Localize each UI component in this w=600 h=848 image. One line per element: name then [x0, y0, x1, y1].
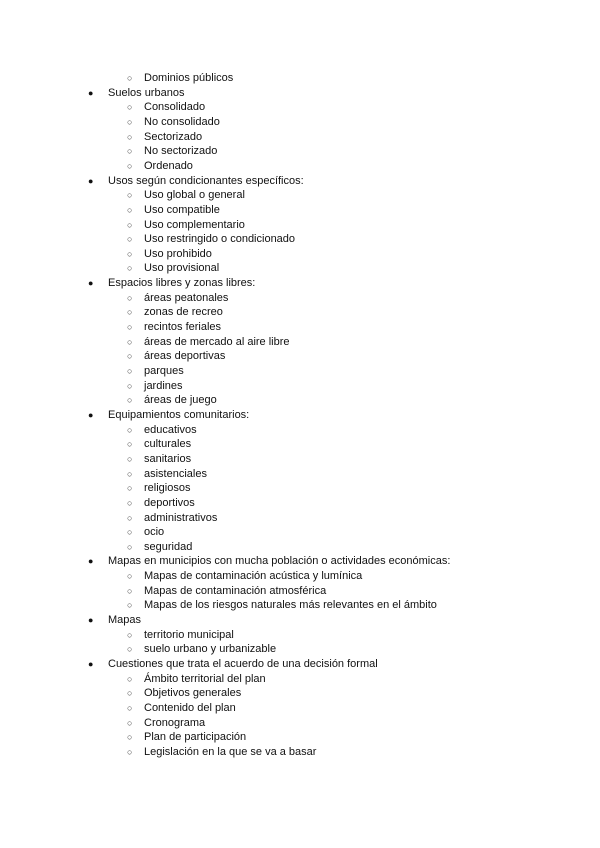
sub-bullet-icon: ○ [127, 746, 133, 757]
list-item-text: Uso restringido o condicionado [144, 233, 296, 246]
sub-bullet-icon: ○ [127, 322, 133, 333]
sub-bullet-icon: ○ [127, 629, 133, 640]
sub-bullet-icon: ○ [127, 204, 133, 215]
sub-bullet-icon: ○ [127, 102, 133, 113]
bullet-icon: ● [88, 659, 94, 669]
sub-bullet-icon: ○ [127, 234, 133, 245]
list-item-text: Uso complementario [144, 218, 245, 231]
sub-bullet-icon: ○ [127, 131, 133, 142]
section-title: Mapas en municipios con mucha población o actividades económicas: [108, 555, 451, 568]
sub-bullet-icon: ○ [127, 160, 133, 171]
list-item-text: áreas de mercado al aire libre [144, 335, 290, 348]
list-item-text: ocio [144, 526, 165, 539]
list-item-text: territorio municipal [144, 628, 234, 641]
list-item-text: Uso provisional [144, 262, 220, 275]
list-item-text: Uso compatible [144, 203, 220, 216]
sub-bullet-icon: ○ [127, 292, 133, 303]
sub-bullet-icon: ○ [127, 688, 133, 699]
list-item-text: Cronograma [144, 716, 206, 729]
list-item-text: recintos feriales [144, 321, 222, 334]
sub-bullet-icon: ○ [127, 483, 133, 494]
sub-bullet-icon: ○ [127, 190, 133, 201]
section-title: Equipamientos comunitarios: [108, 408, 250, 421]
list-item-text: Uso global o general [144, 189, 245, 202]
sub-bullet-icon: ○ [127, 248, 133, 259]
bullet-icon: ● [88, 87, 94, 98]
list-item-text: jardines [144, 379, 183, 392]
list-item-text: áreas de juego [144, 394, 217, 407]
bullet-icon: ● [88, 278, 94, 289]
sub-bullet-icon: ○ [127, 263, 133, 274]
sub-bullet-icon: ○ [127, 717, 133, 728]
sub-bullet-icon: ○ [127, 395, 133, 406]
list-item-text: deportivos [144, 496, 195, 509]
list-item-text: Legislación en la que se va a basar [144, 745, 317, 758]
list-item-text: Mapas de contaminación acústica y lumínica [144, 570, 363, 583]
list-item-text: Uso prohibido [144, 247, 212, 260]
sub-bullet-icon: ○ [127, 702, 133, 713]
sub-bullet-icon: ○ [127, 497, 133, 508]
sub-bullet-icon: ○ [127, 732, 133, 743]
list-item-text: Plan de participación [144, 731, 247, 744]
list-item-text: No sectorizado [144, 145, 218, 158]
list-item-text: Mapas de los riesgos naturales más relevantes en el ámbito [144, 599, 437, 612]
list-item-text: Ordenado [144, 159, 193, 172]
sub-bullet-icon: ○ [127, 439, 133, 450]
bullet-icon: ● [88, 556, 94, 567]
list-item-text: Consolidado [144, 101, 206, 114]
bullet-icon: ● [88, 175, 94, 186]
sub-bullet-icon: ○ [127, 146, 133, 157]
list-item-text: culturales [144, 438, 192, 451]
sub-bullet-icon: ○ [127, 585, 133, 596]
sub-bullet-icon: ○ [127, 307, 133, 318]
list-item-text: áreas peatonales [144, 291, 229, 304]
list-item-text: sanitarios [144, 452, 192, 465]
section-title: Espacios libres y zonas libres: [108, 277, 256, 290]
sub-bullet-icon: ○ [127, 541, 133, 552]
sub-bullet-icon: ○ [127, 116, 133, 127]
list-item-text: administrativos [144, 511, 218, 524]
list-item-text: Contenido del plan [144, 701, 236, 714]
bullet-icon: ● [88, 615, 94, 626]
list-item-text: Ámbito territorial del plan [144, 672, 266, 685]
section-title: Cuestiones que trata el acuerdo de una decisión formal [108, 658, 378, 670]
section-title: Suelos urbanos [108, 86, 185, 99]
list-item-text: parques [144, 365, 184, 377]
sub-bullet-icon: ○ [127, 351, 133, 362]
sub-bullet-icon: ○ [127, 366, 133, 376]
sub-bullet-icon: ○ [127, 644, 133, 655]
sub-bullet-icon: ○ [127, 512, 133, 523]
sub-bullet-icon: ○ [127, 600, 133, 611]
list-item-text: Dominios públicos [144, 72, 234, 84]
sub-bullet-icon: ○ [127, 73, 133, 83]
sub-bullet-icon: ○ [127, 336, 133, 347]
list-item-text: religiosos [144, 482, 191, 495]
section-title: Usos según condicionantes específicos: [108, 174, 304, 187]
list-item-text: zonas de recreo [144, 306, 223, 319]
sub-bullet-icon: ○ [127, 453, 133, 464]
sub-bullet-icon: ○ [127, 673, 133, 684]
list-item-text: suelo urbano y urbanizable [144, 643, 277, 656]
list-item-text: asistenciales [144, 467, 207, 480]
list-item-text: educativos [144, 423, 197, 436]
list-item-text: seguridad [144, 540, 193, 553]
sub-bullet-icon: ○ [127, 527, 133, 538]
list-item-text: áreas deportivas [144, 350, 226, 363]
sub-bullet-icon: ○ [127, 468, 133, 479]
list-item-text: Objetivos generales [144, 687, 242, 700]
sub-bullet-icon: ○ [127, 424, 133, 435]
bullet-icon: ● [88, 409, 94, 420]
list-item-text: No consolidado [144, 115, 220, 128]
section-title: Mapas [108, 614, 142, 627]
list-item-text: Sectorizado [144, 130, 203, 143]
sub-bullet-icon: ○ [127, 571, 133, 582]
list-item-text: Mapas de contaminación atmosférica [144, 584, 327, 597]
sub-bullet-icon: ○ [127, 380, 133, 391]
sub-bullet-icon: ○ [127, 219, 133, 230]
